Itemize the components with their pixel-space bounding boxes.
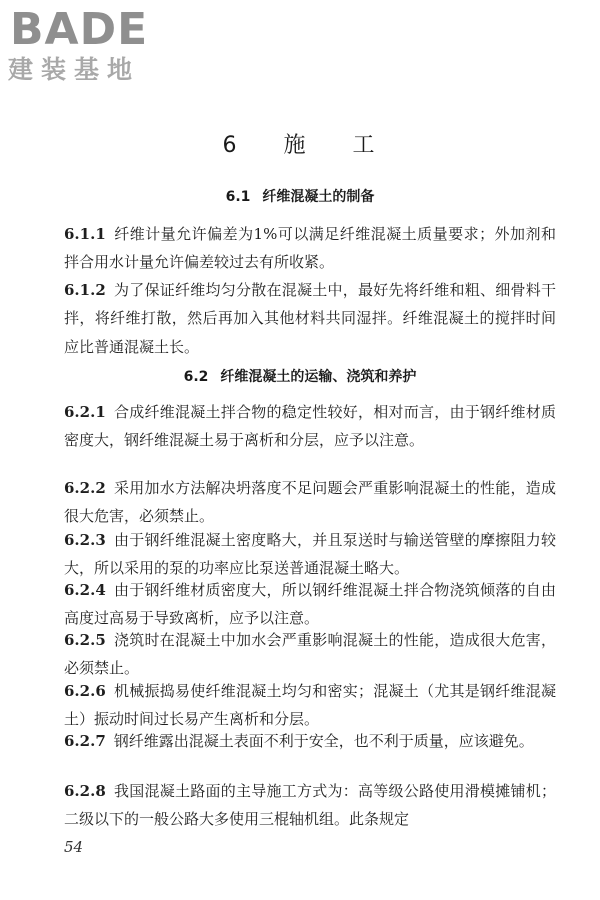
clause-number: 6.1.1 <box>64 225 106 243</box>
section-title: 纤维混凝土的制备 <box>262 189 375 205</box>
clause-number: 6.2.8 <box>64 782 106 800</box>
clause-number: 6.2.3 <box>64 531 106 549</box>
clause-text: 为了保证纤维均匀分散在混凝土中，最好先将纤维和粗、细骨料干拌，将纤维打散，然后再加入其他材料共同湿拌。纤维混凝土的搅拌时间应比普通混凝土长。 <box>64 281 556 356</box>
section-number: 6.2 <box>183 369 209 385</box>
clause-number: 6.1.2 <box>64 281 106 299</box>
clause-text: 采用加水方法解决坍落度不足问题会严重影响混凝土的性能，造成很大危害，必须禁止。 <box>64 479 556 526</box>
clause-number: 6.2.6 <box>64 682 106 700</box>
section-title: 纤维混凝土的运输、浇筑和养护 <box>220 369 417 385</box>
clause-paragraph <box>64 777 556 834</box>
clause-paragraph <box>64 220 556 277</box>
section-heading <box>0 366 600 386</box>
chapter-title <box>0 128 600 159</box>
clause-paragraph <box>64 398 556 455</box>
clause-paragraph <box>64 677 556 734</box>
clause-number: 6.2.5 <box>64 631 106 649</box>
clause-number: 6.2.2 <box>64 479 106 497</box>
clause-text: 钢纤维露出混凝土表面不利于安全，也不利于质量，应该避免。 <box>113 732 534 750</box>
clause-number: 6.2.1 <box>64 403 106 421</box>
section-number: 6.1 <box>225 189 251 205</box>
section-heading <box>0 186 600 206</box>
clause-paragraph <box>64 727 556 755</box>
page-number: 54 <box>64 838 84 856</box>
clause-text: 浇筑时在混凝土中加水会严重影响混凝土的性能，造成很大危害，必须禁止。 <box>64 631 556 678</box>
clause-text: 纤维计量允许偏差为1%可以满足纤维混凝土质量要求；外加剂和拌合用水计量允许偏差较过去有所收紧。 <box>64 225 556 272</box>
clause-paragraph <box>64 474 556 531</box>
clause-number: 6.2.4 <box>64 581 106 599</box>
clause-text: 机械振捣易使纤维混凝土均匀和密实；混凝土（尤其是钢纤维混凝土）振动时间过长易产生离析和分层。 <box>64 682 556 729</box>
clause-paragraph <box>64 576 556 633</box>
clause-text: 我国混凝土路面的主导施工方式为：高等级公路使用滑模摊铺机；二级以下的一般公路大多使用三棍轴机组。此条规定 <box>64 782 556 829</box>
watermark-logo <box>8 4 178 88</box>
chapter-title-part2: 工 <box>352 133 378 158</box>
clause-text: 由于钢纤维材质密度大，所以钢纤维混凝土拌合物浇筑倾落的自由高度过高易于导致离析，应予以注意。 <box>64 581 556 628</box>
clause-text: 合成纤维混凝土拌合物的稳定性较好，相对而言，由于钢纤维材质密度大，钢纤维混凝土易于离析和分层，应予以注意。 <box>64 403 556 450</box>
clause-paragraph <box>64 626 556 683</box>
clause-paragraph <box>64 526 556 583</box>
clause-number: 6.2.7 <box>64 732 106 750</box>
logo-subtitle: 建装基地 <box>8 55 141 84</box>
chapter-number: 6 <box>222 133 240 158</box>
logo-brand-text: BADE <box>10 4 149 55</box>
clause-text: 由于钢纤维混凝土密度略大，并且泵送时与输送管壁的摩擦阻力较大，所以采用的泵的功率应比泵送普通混凝土略大。 <box>64 531 556 578</box>
chapter-title-part1: 施 <box>283 133 309 158</box>
clause-paragraph <box>64 276 556 361</box>
